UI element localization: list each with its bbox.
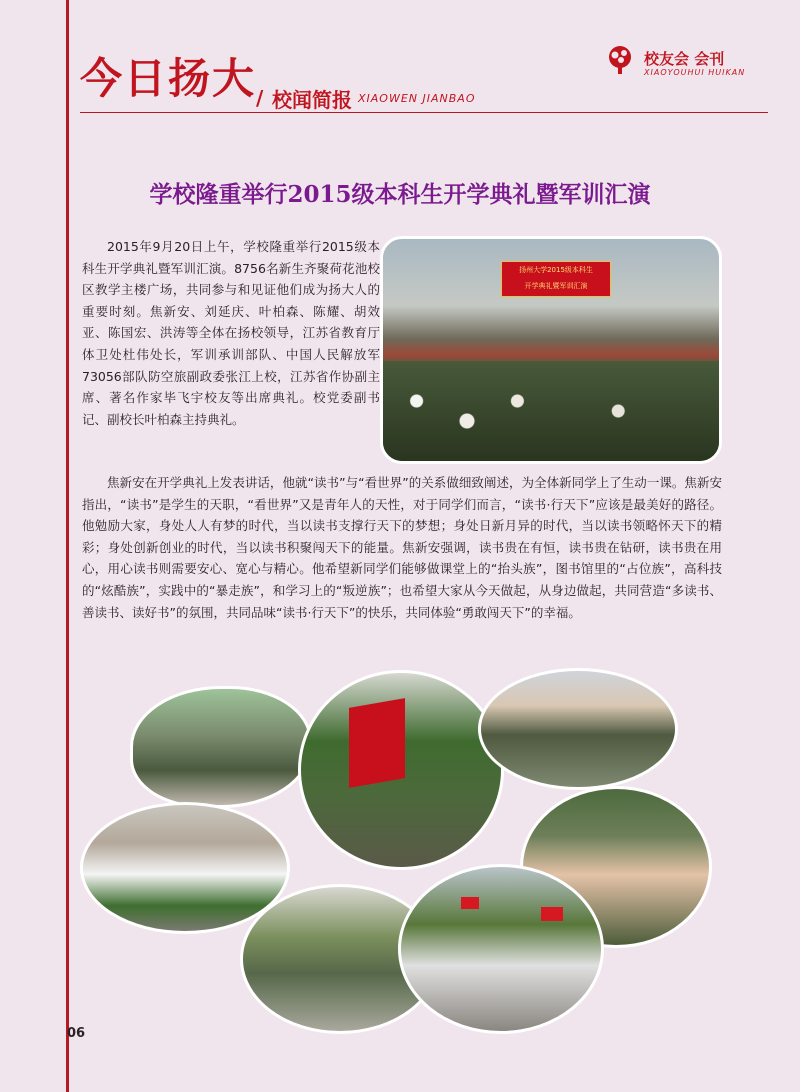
banner-line-2: 开学典礼暨军训汇演 [524,282,588,290]
photo-collage [80,668,680,1048]
logo-pinyin: XIAOYOUHUI HUIKAN [644,68,746,77]
section-separator: / [256,86,264,110]
section-subtitle: 校闻简报 [272,88,352,112]
left-margin-rule [66,0,69,1092]
collage-photo-flag [298,670,504,870]
header-divider [80,112,768,113]
collage-photo-performance [398,864,604,1034]
tree-logo-icon [604,44,636,76]
ceremony-photo [380,236,722,464]
small-flag [541,907,563,921]
logo-text: 校友会 会刊 [644,50,725,68]
ceremony-banner [501,261,611,297]
magazine-logo [604,44,784,84]
article-paragraph-1: 2015年9月20日上午，学校隆重举行2015级本科生开学典礼暨军训汇演。8756名新生齐聚荷花池校区教学主楼广场，共同参与和见证他们成为扬大人的重要时刻。焦新安、刘延庆、叶柏森、陈耀、胡效亚、陈国宏、洪涛等全体在扬校领导，江苏省教育厅体卫处杜伟处长，军训承训部队、中国人民解放军73056部队防空旅副政委张江上校，江苏省作协副主席、著名作家毕飞宇校友等出席典礼。校党委副书记、副校长叶柏森主持典礼。 [82,239,380,427]
article-title: 学校隆重举行2015级本科生开学典礼暨军训汇演 [149,181,651,208]
page-number: 06 [67,1026,86,1041]
section-title: 今日扬大 [80,54,257,103]
red-flag [349,698,405,788]
collage-photo-kicks [478,668,678,790]
small-flag [461,897,479,909]
article-paragraph-2: 焦新安在开学典礼上发表讲话，他就“读书”与“看世界”的关系做细致阐述，为全体新同学上了生动一课。焦新安指出，“读书”是学生的天职，“看世界”又是青年人的天性，对于同学们而言，“读书·行天下”应该是最美好的路径。他勉励大家，身处人人有梦的时代，当以读书支撑行天下的梦想；身处日新月异的时代，当以读书领略怀天下的精彩；身处创新创业的时代，当以读书积聚闯天下的能量。焦新安强调，读书贵在有恒，读书贵在钻研，读书贵在用心，用心读书则需要安心、宽心与精心。他希望新同学们能够做课堂上的“抬头族”，图书馆里的“占位族”，高科技的“炫酷族”，实践中的“暴走族”，和学习上的“叛逆族”；也希望大家从今天做起，从身边做起，共同营造“多读书、善读书、读好书”的氛围，共同品味“读书·行天下”的快乐，共同体验“勇敢闯天下”的幸福。 [82,475,722,620]
collage-photo-drill [130,686,312,808]
banner-line-1: 扬州大学2015级本科生 [519,266,593,274]
section-pinyin: XIAOWEN JIANBAO [358,92,476,105]
students-crowd [383,361,719,461]
